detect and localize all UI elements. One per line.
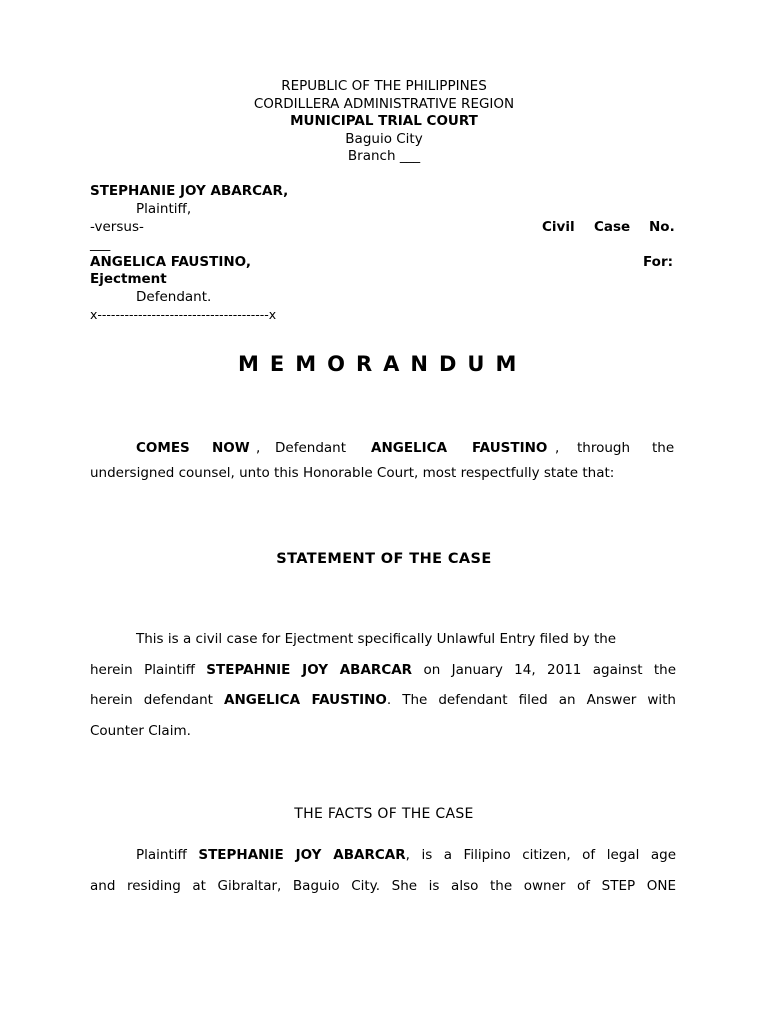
statement-line-3-c: . The defendant filed an Answer with [386, 692, 676, 708]
facts-plaintiff-name: STEPHANIE JOY ABARCAR [198, 847, 406, 863]
intro-faustino: FAUSTINO [472, 440, 548, 456]
statement-line-3-a: herein defendant [90, 692, 213, 708]
plaintiff-name: STEPHANIE JOY ABARCAR, [90, 183, 289, 199]
document-title: MEMORANDUM [238, 352, 528, 376]
header-region: CORDILLERA ADMINISTRATIVE REGION [253, 95, 515, 112]
intro-paragraph [90, 427, 676, 488]
defendant-name: ANGELICA FAUSTINO, [90, 253, 251, 270]
intro-now: NOW [212, 440, 250, 456]
case-nature: Ejectment [90, 271, 167, 287]
caption-divider: x--------------------------------------x [90, 307, 277, 322]
case-number-blank: ___ [90, 236, 111, 252]
statement-defendant-name: ANGELICA FAUSTINO [224, 692, 387, 708]
for-label: For: [643, 253, 674, 270]
intro-comes: COMES [136, 440, 190, 456]
intro-line-2: undersigned counsel, unto this Honorable Court, most respectfully state that: [90, 464, 615, 481]
facts-heading: THE FACTS OF THE CASE [294, 806, 474, 822]
intro-comma-1: , [256, 440, 261, 456]
civil-case-word-3: No. [649, 218, 675, 235]
statement-line-3 [90, 685, 676, 716]
statement-line-2 [90, 655, 676, 686]
facts-line-1-c: , is a Filipino citizen, of legal age [405, 847, 676, 863]
header-republic: REPUBLIC OF THE PHILIPPINES [281, 78, 487, 94]
header-court: MUNICIPAL TRIAL COURT [290, 113, 478, 129]
header-city: Baguio City [345, 130, 423, 147]
intro-line-1 [90, 427, 676, 458]
statement-line-2-a: herein Plaintiff [90, 661, 195, 678]
intro-defendant: Defendant [275, 440, 347, 456]
statement-paragraph [90, 624, 676, 746]
statement-line-4: Counter Claim. [90, 722, 191, 739]
intro-the: the [652, 440, 675, 456]
header-branch: Branch ___ [347, 148, 421, 164]
intro-angelica: ANGELICA [371, 440, 448, 456]
statement-heading: STATEMENT OF THE CASE [276, 551, 492, 567]
statement-line-2-c: on January 14, 2011 against the [423, 661, 677, 678]
intro-comma-2: , [555, 440, 560, 456]
facts-line-2: and residing at Gibraltar, Baguio City. She is also the owner of STEP ONE [90, 877, 676, 894]
civil-case-word-1: Civil [542, 218, 575, 235]
statement-line-1: This is a civil case for Ejectment specifically Unlawful Entry filed by the [136, 631, 617, 647]
statement-plaintiff-name: STEPAHNIE JOY ABARCAR [206, 661, 413, 678]
plaintiff-role: Plaintiff, [136, 201, 192, 217]
intro-through: through [577, 440, 631, 456]
defendant-role: Defendant. [136, 288, 212, 305]
facts-line-1 [90, 840, 676, 871]
civil-case-word-2: Case [594, 218, 631, 235]
facts-line-1-a: Plaintiff [136, 847, 187, 863]
facts-paragraph [90, 840, 676, 901]
versus: -versus- [90, 218, 144, 235]
